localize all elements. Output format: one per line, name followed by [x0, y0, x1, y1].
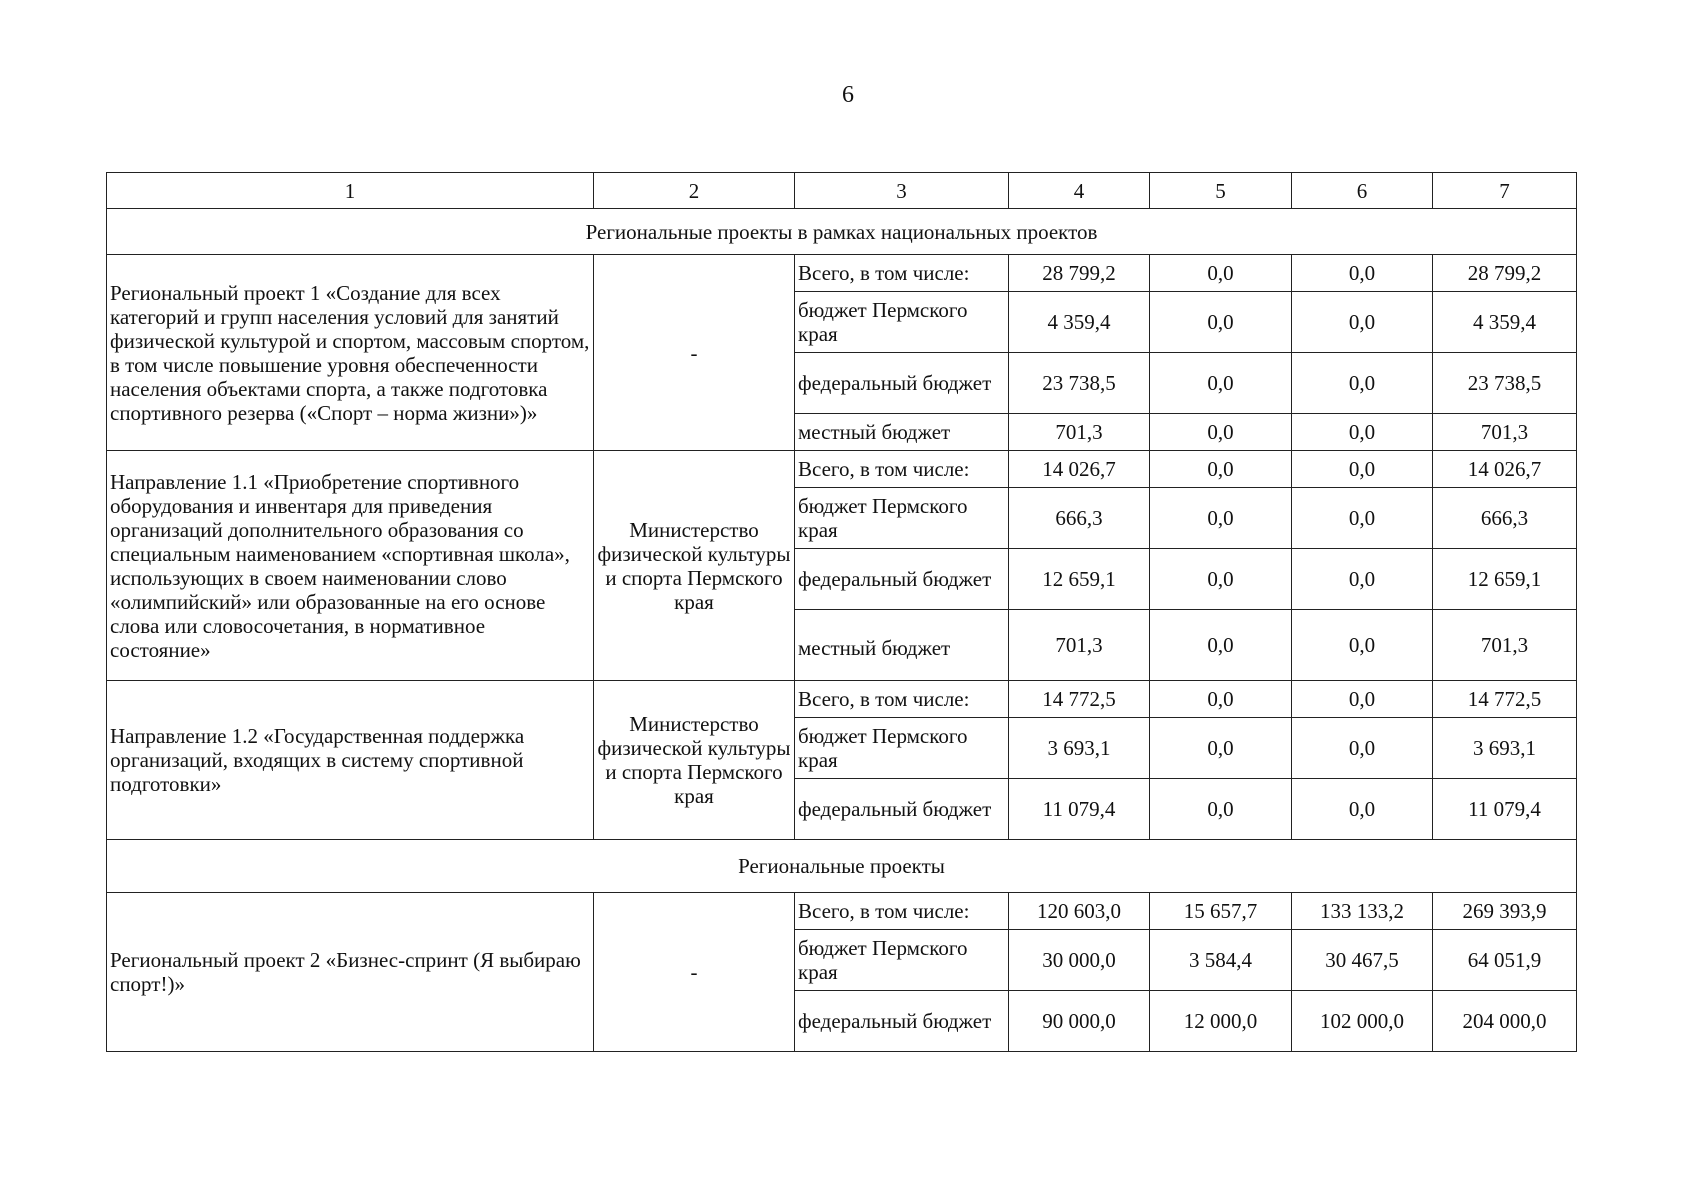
- value-cell: 4 359,4: [1009, 292, 1150, 353]
- value-cell: 0,0: [1150, 292, 1292, 353]
- responsible-cell: Министерство физической культуры и спорта Пермского края: [594, 681, 795, 840]
- header-cell-4: 4: [1009, 173, 1150, 209]
- table-row: [107, 681, 1577, 718]
- budget-label: федеральный бюджет: [795, 353, 1009, 414]
- value-cell: 102 000,0: [1292, 991, 1433, 1052]
- value-cell: 701,3: [1433, 610, 1577, 681]
- value-cell: 14 772,5: [1433, 681, 1577, 718]
- value-cell: 0,0: [1292, 681, 1433, 718]
- value-cell: 3 693,1: [1433, 718, 1577, 779]
- value-cell: 30 467,5: [1292, 930, 1433, 991]
- value-cell: 0,0: [1292, 610, 1433, 681]
- responsible-cell: Министерство физической культуры и спорта Пермского края: [594, 451, 795, 681]
- header-row: [107, 173, 1577, 209]
- value-cell: 0,0: [1150, 451, 1292, 488]
- value-cell: 269 393,9: [1433, 893, 1577, 930]
- value-cell: 0,0: [1292, 451, 1433, 488]
- budget-label: федеральный бюджет: [795, 779, 1009, 840]
- value-cell: 133 133,2: [1292, 893, 1433, 930]
- budget-label: местный бюджет: [795, 610, 1009, 681]
- value-cell: 0,0: [1292, 488, 1433, 549]
- value-cell: 666,3: [1009, 488, 1150, 549]
- project-name: Региональный проект 2 «Бизнес-спринт (Я выбираю спорт!)»: [107, 893, 594, 1052]
- budget-label: Всего, в том числе:: [795, 893, 1009, 930]
- value-cell: 666,3: [1433, 488, 1577, 549]
- header-cell-3: 3: [795, 173, 1009, 209]
- page-number: 6: [842, 82, 854, 108]
- value-cell: 0,0: [1150, 779, 1292, 840]
- budget-label: федеральный бюджет: [795, 991, 1009, 1052]
- value-cell: 23 738,5: [1433, 353, 1577, 414]
- table-row: [107, 255, 1577, 292]
- value-cell: 28 799,2: [1433, 255, 1577, 292]
- budget-label: бюджет Пермского края: [795, 488, 1009, 549]
- value-cell: 0,0: [1150, 353, 1292, 414]
- value-cell: 11 079,4: [1433, 779, 1577, 840]
- value-cell: 3 693,1: [1009, 718, 1150, 779]
- value-cell: 0,0: [1150, 488, 1292, 549]
- value-cell: 0,0: [1292, 292, 1433, 353]
- responsible-cell: -: [594, 893, 795, 1052]
- value-cell: 0,0: [1150, 610, 1292, 681]
- header-cell-1: 1: [107, 173, 594, 209]
- section-row: [107, 209, 1577, 255]
- value-cell: 0,0: [1292, 414, 1433, 451]
- header-cell-2: 2: [594, 173, 795, 209]
- value-cell: 0,0: [1150, 549, 1292, 610]
- budget-label: Всего, в том числе:: [795, 681, 1009, 718]
- section-title: Региональные проекты в рамках национальных проектов: [107, 209, 1577, 255]
- value-cell: 0,0: [1292, 718, 1433, 779]
- header-cell-5: 5: [1150, 173, 1292, 209]
- value-cell: 0,0: [1150, 681, 1292, 718]
- value-cell: 14 026,7: [1433, 451, 1577, 488]
- value-cell: 12 000,0: [1150, 991, 1292, 1052]
- section-row: [107, 840, 1577, 893]
- value-cell: 0,0: [1150, 414, 1292, 451]
- value-cell: 11 079,4: [1009, 779, 1150, 840]
- responsible-cell: -: [594, 255, 795, 451]
- value-cell: 28 799,2: [1009, 255, 1150, 292]
- value-cell: 14 026,7: [1009, 451, 1150, 488]
- section-title: Региональные проекты: [107, 840, 1577, 893]
- budget-label: местный бюджет: [795, 414, 1009, 451]
- header-cell-6: 6: [1292, 173, 1433, 209]
- value-cell: 204 000,0: [1433, 991, 1577, 1052]
- value-cell: 0,0: [1292, 549, 1433, 610]
- budget-label: Всего, в том числе:: [795, 451, 1009, 488]
- value-cell: 15 657,7: [1150, 893, 1292, 930]
- value-cell: 64 051,9: [1433, 930, 1577, 991]
- value-cell: 0,0: [1292, 779, 1433, 840]
- value-cell: 3 584,4: [1150, 930, 1292, 991]
- project-name: Региональный проект 1 «Создание для всех категорий и групп населения условий для занятий физической культурой и спортом, массовым спортом, в том числе повышение уровня обеспеченности населения объектами спорта, а также подготовка спортивного резерва («Спорт – норма жизни»)»: [107, 255, 594, 451]
- value-cell: 90 000,0: [1009, 991, 1150, 1052]
- project-name: Направление 1.1 «Приобретение спортивного оборудования и инвентаря для приведения организаций дополнительного образования со специальным наименованием «спортивная школа», использующих в своем наименовании слово «олимпийский» или образованные на его основе слова или словосочетания, в нормативное состояние»: [107, 451, 594, 681]
- value-cell: 23 738,5: [1009, 353, 1150, 414]
- value-cell: 12 659,1: [1009, 549, 1150, 610]
- value-cell: 0,0: [1150, 718, 1292, 779]
- value-cell: 30 000,0: [1009, 930, 1150, 991]
- table-row: [107, 451, 1577, 488]
- value-cell: 701,3: [1433, 414, 1577, 451]
- budget-label: федеральный бюджет: [795, 549, 1009, 610]
- table-row: [107, 893, 1577, 930]
- value-cell: 12 659,1: [1433, 549, 1577, 610]
- value-cell: 4 359,4: [1433, 292, 1577, 353]
- budget-label: Всего, в том числе:: [795, 255, 1009, 292]
- value-cell: 14 772,5: [1009, 681, 1150, 718]
- value-cell: 120 603,0: [1009, 893, 1150, 930]
- budget-label: бюджет Пермского края: [795, 292, 1009, 353]
- value-cell: 0,0: [1292, 353, 1433, 414]
- project-name: Направление 1.2 «Государственная поддержка организаций, входящих в систему спортивной подготовки»: [107, 681, 594, 840]
- header-cell-7: 7: [1433, 173, 1577, 209]
- budget-table: [106, 172, 1577, 1052]
- value-cell: 701,3: [1009, 610, 1150, 681]
- value-cell: 701,3: [1009, 414, 1150, 451]
- budget-label: бюджет Пермского края: [795, 930, 1009, 991]
- budget-label: бюджет Пермского края: [795, 718, 1009, 779]
- value-cell: 0,0: [1150, 255, 1292, 292]
- value-cell: 0,0: [1292, 255, 1433, 292]
